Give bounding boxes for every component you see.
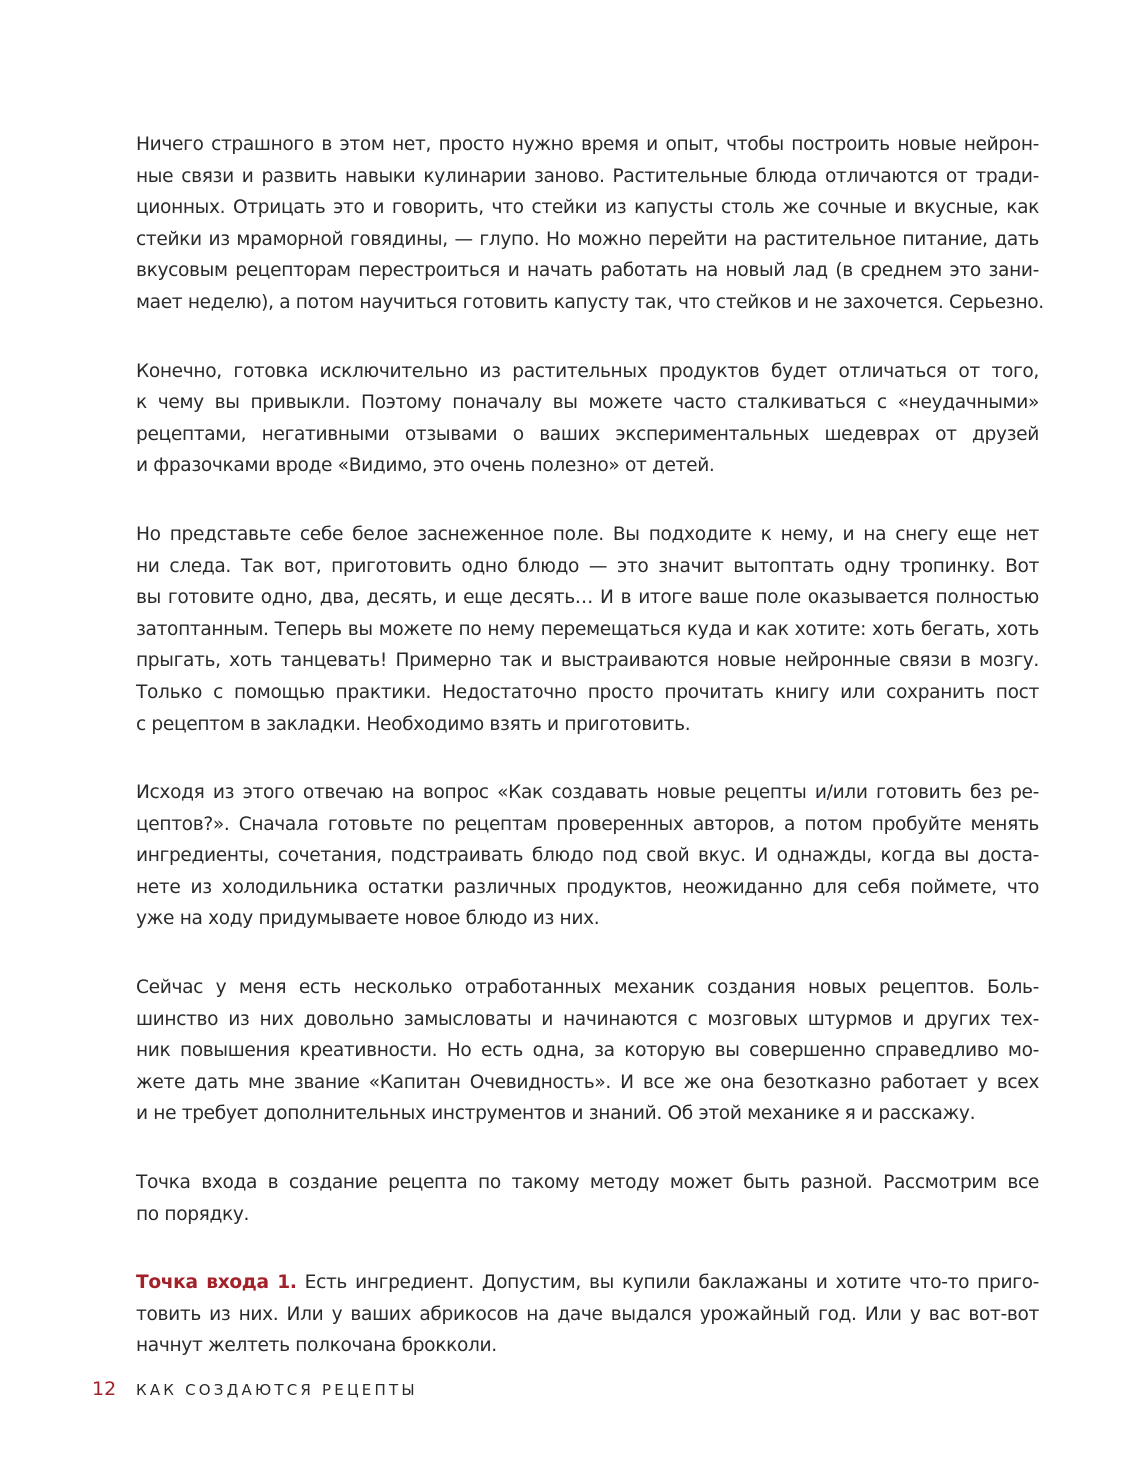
text-line: стейки из мраморной говядины, — глупо. Но можно перейти на растительное питание, дать [136, 228, 1039, 250]
text-line: цептов?». Сначала готовьте по рецептам проверенных авторов, а потом пробуйте менять [136, 813, 1039, 835]
paragraph-entry-point-1 [136, 1267, 1039, 1362]
text-line: ни следа. Так вот, приготовить одно блюдо — это значит вытоптать одну тропинку. Вот [136, 555, 1039, 577]
paragraph-5 [136, 972, 1039, 1130]
text-line: жете дать мне звание «Капитан Очевидность». И все же она безотказно работает у всех [136, 1071, 1039, 1093]
paragraph-3 [136, 519, 1039, 740]
text-line: начнут желтеть полкочана брокколи. [136, 1335, 497, 1357]
paragraph-1 [136, 129, 1044, 319]
text-line: и не требует дополнительных инструментов и знаний. Об этой механике я и расскажу. [136, 1103, 976, 1125]
text-line: рецептами, негативными отзывами о ваших экспериментальных шедеврах от друзей [136, 423, 1039, 445]
text-line: Ничего страшного в этом нет, просто нужно время и опыт, чтобы построить новые нейрон- [136, 134, 1039, 155]
text-line [136, 1267, 1039, 1299]
running-head: КАК СОЗДАЮТСЯ РЕЦЕПТЫ [136, 1381, 418, 1399]
text-line: прыгать, хоть танцевать! Примерно так и выстраиваются новые нейронные связи в мозгу. [136, 650, 1039, 672]
text-line: ингредиенты, сочетания, подстраивать блюдо под свой вкус. И однажды, когда вы доста- [136, 845, 1039, 867]
text-run: Есть ингредиент. Допустим, вы купили баклажаны и хотите что-то приго- [296, 1272, 1039, 1294]
page-number: 12 [92, 1378, 117, 1400]
paragraph-6 [136, 1167, 1039, 1230]
text-line: с рецептом в закладки. Необходимо взять и приготовить. [136, 713, 691, 735]
text-line: и фразочками вроде «Видимо, это очень полезно» от детей. [136, 455, 715, 477]
paragraph-4 [136, 777, 1039, 935]
text-line: вы готовите одно, два, десять, и еще десять… И в итоге ваше поле оказывается полностью [136, 587, 1039, 609]
text-line: шинство из них довольно замысловаты и начинаются с мозговых штурмов и других тех- [136, 1008, 1039, 1030]
text-line: товить из них. Или у ваших абрикосов на даче выдался урожайный год. Или у вас вот-вот [136, 1303, 1039, 1325]
text-line: уже на ходу придумываете новое блюдо из них. [136, 908, 600, 930]
text-line: к чему вы привыкли. Поэтому поначалу вы можете часто сталкиваться с «неудачными» [136, 392, 1039, 414]
text-line: Конечно, готовка исключительно из растительных продуктов будет отличаться от того, [136, 360, 1039, 382]
text-line: ник повышения креативности. Но есть одна, за которую вы совершенно справедливо мо- [136, 1040, 1039, 1062]
text-line: ционных. Отрицать это и говорить, что стейки из капусты столь же сочные и вкусные, как [136, 197, 1039, 219]
text-line: Точка входа в создание рецепта по такому методу может быть разной. Рассмотрим все [136, 1172, 1039, 1194]
entry-point-heading: Точка входа 1. [136, 1272, 297, 1294]
page-footer [92, 1378, 418, 1408]
text-line: Исходя из этого отвечаю на вопрос «Как создавать новые рецепты и/или готовить без ре- [136, 782, 1039, 804]
text-line: Сейчас у меня есть несколько отработанных механик создания новых рецептов. Боль- [136, 977, 1039, 999]
text-line: ные связи и развить навыки кулинарии заново. Растительные блюда отличаются от тради- [136, 165, 1039, 187]
text-line: по порядку. [136, 1203, 250, 1225]
text-line: Только с помощью практики. Недостаточно просто прочитать книгу или сохранить пост [136, 681, 1039, 703]
text-line: нете из холодильника остатки различных продуктов, неожиданно для себя поймете, что [136, 876, 1039, 898]
text-line: Но представьте себе белое заснеженное поле. Вы подходите к нему, и на снегу еще нет [136, 523, 1039, 545]
page-body [136, 129, 1044, 1399]
text-line: затоптанным. Теперь вы можете по нему перемещаться куда и как хотите: хоть бегать, хоть [136, 618, 1039, 640]
text-line: мает неделю), а потом научиться готовить капусту так, что стейков и не захочется. Серьезно. [136, 291, 1044, 313]
paragraph-2 [136, 356, 1039, 482]
text-line: вкусовым рецепторам перестроиться и начать работать на новый лад (в среднем это зани- [136, 260, 1039, 282]
